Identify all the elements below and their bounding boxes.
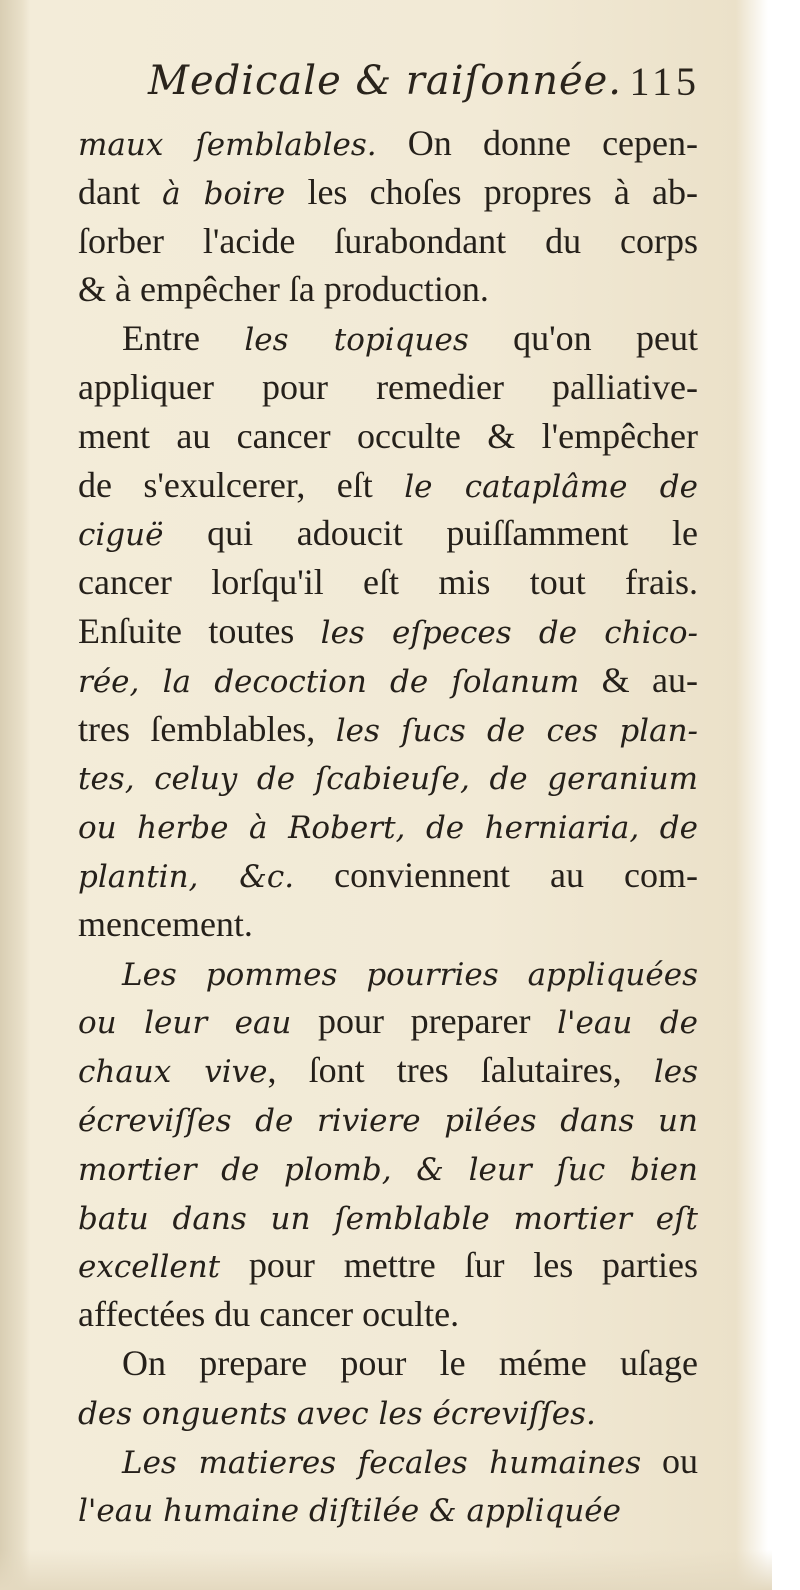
italic-text: excellent — [78, 1249, 221, 1286]
italic-text: Les matieres fecales humaines — [122, 1444, 642, 1481]
running-head-title: Medicale & raiſonnée. — [148, 58, 623, 104]
text-line — [78, 948, 698, 998]
text-line — [78, 1192, 698, 1242]
roman-text: Enſuite toutes — [78, 611, 321, 651]
italic-text: Les pommes pourries appliquées — [122, 956, 698, 993]
italic-text: les topiques — [244, 322, 469, 359]
roman-text: appliquer pour remedier palliative- — [78, 367, 698, 407]
italic-text: ou herbe à Robert, de herniaria, de — [78, 810, 698, 847]
roman-text: On donne cepen- — [376, 123, 698, 163]
italic-text: maux ſemblables. — [78, 127, 377, 163]
italic-text: écreviſſes de riviere pilées dans un — [78, 1103, 698, 1139]
text-line — [78, 1289, 698, 1339]
text-line — [78, 167, 698, 217]
italic-text: tes, celuy de ſcabieuſe, de geranium — [78, 761, 698, 798]
text-line — [78, 899, 698, 949]
italic-text: plantin, &c. — [78, 859, 295, 895]
text-line — [78, 996, 698, 1046]
text-line — [78, 508, 698, 558]
roman-text: tres ſemblables, — [78, 708, 336, 749]
roman-text: qui adoucit puiſſamment le — [163, 513, 698, 554]
italic-text: les ſucs de ces plan- — [335, 712, 699, 749]
roman-text: Entre — [122, 318, 245, 359]
roman-text: de s'exulcerer, eſt — [78, 464, 405, 505]
italic-text: à boire — [162, 175, 286, 212]
roman-text: conviennent au com- — [294, 855, 698, 895]
roman-text: & à empêcher ſa production. — [78, 269, 489, 310]
italic-text: chaux vive — [78, 1054, 268, 1091]
text-line — [78, 1240, 698, 1290]
italic-text: mortier de plomb, & leur ſuc bien — [78, 1151, 698, 1188]
roman-text: ou — [641, 1440, 698, 1481]
text-line — [78, 801, 698, 851]
page-number: 115 — [629, 59, 700, 104]
roman-text: les choſes propres à ab- — [285, 171, 698, 212]
text-line — [78, 1338, 698, 1388]
running-head — [130, 58, 700, 118]
roman-text: cancer lorſqu'il eſt mis tout frais. — [78, 562, 698, 603]
text-line — [78, 118, 698, 168]
roman-text: pour mettre ſur les parties — [220, 1245, 698, 1286]
text-line — [78, 1387, 698, 1437]
text-line — [78, 1045, 698, 1095]
text-line — [78, 1094, 698, 1144]
text-line — [78, 704, 698, 754]
text-line — [78, 557, 698, 607]
italic-text: ou leur eau — [78, 1005, 292, 1042]
italic-text: batu dans un ſemblable mortier eſt — [78, 1200, 698, 1237]
italic-text: des onguents avec les écreviſſes. — [78, 1395, 596, 1432]
roman-text: ment au cancer occulte & l'empêcher — [78, 415, 698, 456]
text-line — [78, 264, 698, 314]
italic-text: rée, la decoction de ſolanum — [78, 663, 580, 700]
roman-text: qu'on peut — [468, 318, 698, 359]
italic-text: l'eau de — [557, 1005, 698, 1042]
text-line — [78, 411, 698, 461]
italic-text: ciguë — [78, 517, 164, 554]
text-line — [78, 850, 698, 900]
italic-text: le cataplâme de — [404, 468, 698, 505]
roman-text: affectées du cancer oculte. — [78, 1294, 460, 1335]
scan-margin — [772, 0, 800, 1590]
text-line — [78, 1484, 698, 1534]
italic-text: les eſpeces de chico- — [320, 615, 699, 651]
text-line — [78, 1143, 698, 1193]
text-line — [78, 313, 698, 363]
roman-text: ſorber l'acide ſurabondant du corps — [78, 220, 698, 261]
page-gutter-shadow — [0, 0, 30, 1590]
roman-text: pour preparer — [291, 1001, 558, 1042]
text-line — [78, 460, 698, 510]
italic-text: les — [653, 1054, 698, 1091]
text-line — [78, 655, 698, 705]
roman-text: , ſont tres ſalutaires, — [267, 1050, 654, 1091]
roman-text: mencement. — [78, 903, 253, 944]
italic-text: l'eau humaine diſtilée & appliquée — [78, 1493, 621, 1530]
text-line — [78, 216, 698, 266]
roman-text: & au- — [579, 659, 699, 700]
page-bottom-shadow — [0, 1550, 800, 1590]
roman-text: dant — [78, 171, 163, 212]
body-text — [78, 118, 698, 1538]
text-line — [78, 362, 698, 412]
roman-text: On prepare pour le méme uſage — [122, 1343, 698, 1383]
text-line — [78, 606, 698, 656]
text-line — [78, 1436, 698, 1486]
text-line — [78, 752, 698, 802]
